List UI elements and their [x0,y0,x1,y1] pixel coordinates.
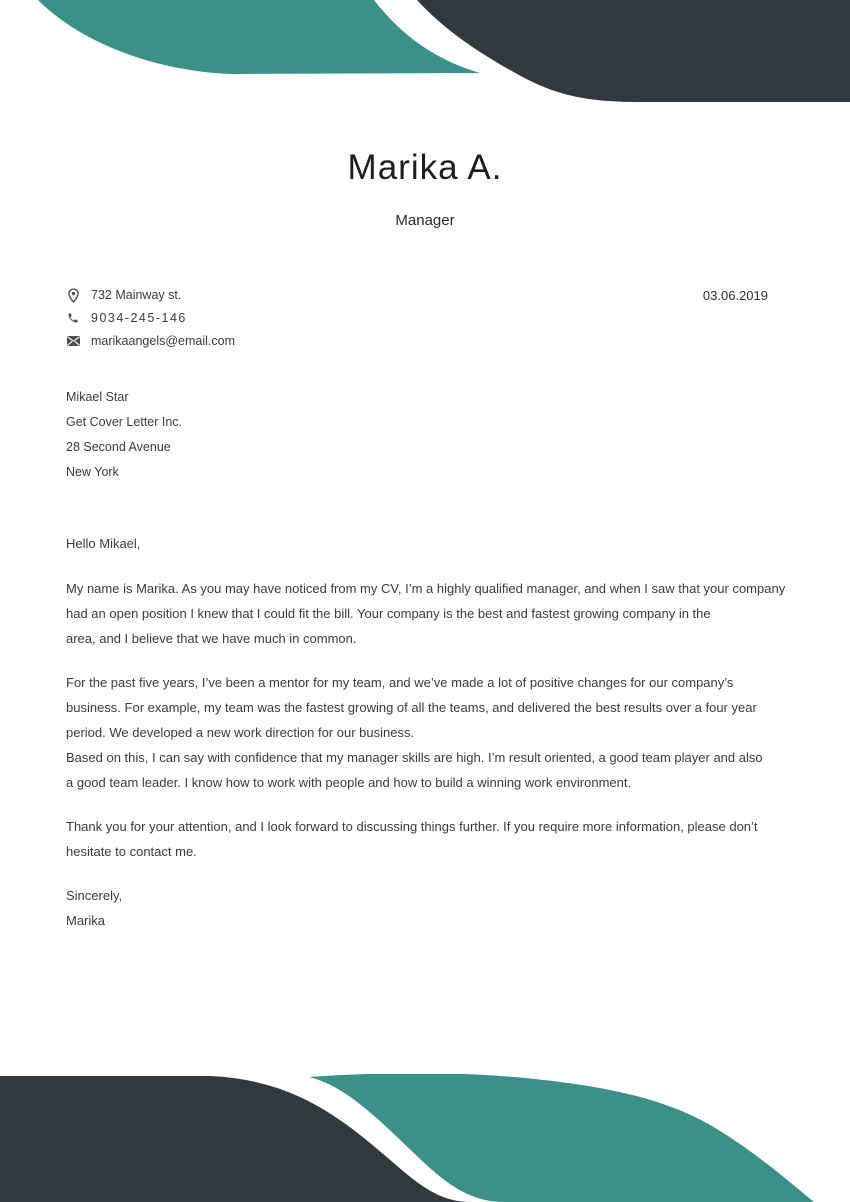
letter-body [66,531,790,933]
recipient-company: Get Cover Letter Inc. [66,415,183,429]
letter-signature: Marika [66,913,106,928]
paragraph-line: business. For example, my team was the fastest growing of all the teams, and delivered the best results over a four year [66,700,757,715]
recipient-name: Mikael Star [66,390,129,404]
paragraph-line: hesitate to contact me. [66,844,197,859]
letter-closing: Sincerely, [66,888,123,903]
envelope-icon [66,336,80,346]
contact-address-row [66,287,235,303]
paragraph-line: had an open position I knew that I could fit the bill. Your company is the best and fastest growing company in the [66,606,711,621]
page-title: Marika A. [347,148,503,187]
paragraph-line: area, and I believe that we have much in common. [66,631,357,646]
letter-date: 03.06.2019 [702,288,768,303]
recipient-street: 28 Second Avenue [66,440,171,454]
letter-paragraph-1 [66,576,790,651]
contact-block [66,287,235,349]
letter-paragraph-2 [66,670,790,795]
contact-phone: 9034-245-146 [91,311,187,325]
contact-email: marikaangels@email.com [91,334,235,348]
contact-address: 732 Mainway st. [91,288,182,302]
header-wave-dark-shape [417,0,850,102]
letter-paragraph-3 [66,814,790,864]
recipient-city: New York [66,465,119,479]
contact-email-row [66,333,235,349]
footer-decoration [0,1074,850,1202]
header-decoration [0,0,850,104]
location-pin-icon [66,288,80,303]
header-wave-teal-shape [38,0,480,74]
paragraph-line: Based on this, I can say with confidence that my manager skills are high. I’m result oriented, a good team player and also [66,750,763,765]
paragraph-line: a good team leader. I know how to work with people and how to build a winning work environment. [66,775,632,790]
letter-greeting: Hello Mikael, [66,536,141,551]
page-subtitle: Manager [395,212,455,229]
phone-icon [66,312,80,324]
paragraph-line: My name is Marika. As you may have noticed from my CV, I’m a highly qualified manager, and when I saw that your company [66,581,786,596]
letter-closing-block [66,883,790,933]
paragraph-line: Thank you for your attention, and I look forward to discussing things further. If you require more information, please don’t [66,819,758,834]
paragraph-line: For the past five years, I’ve been a mentor for my team, and we’ve made a lot of positive changes for our company’s [66,675,734,690]
contact-phone-row [66,310,235,326]
paragraph-line: period. We developed a new work direction for our business. [66,725,415,740]
recipient-block [66,385,182,485]
